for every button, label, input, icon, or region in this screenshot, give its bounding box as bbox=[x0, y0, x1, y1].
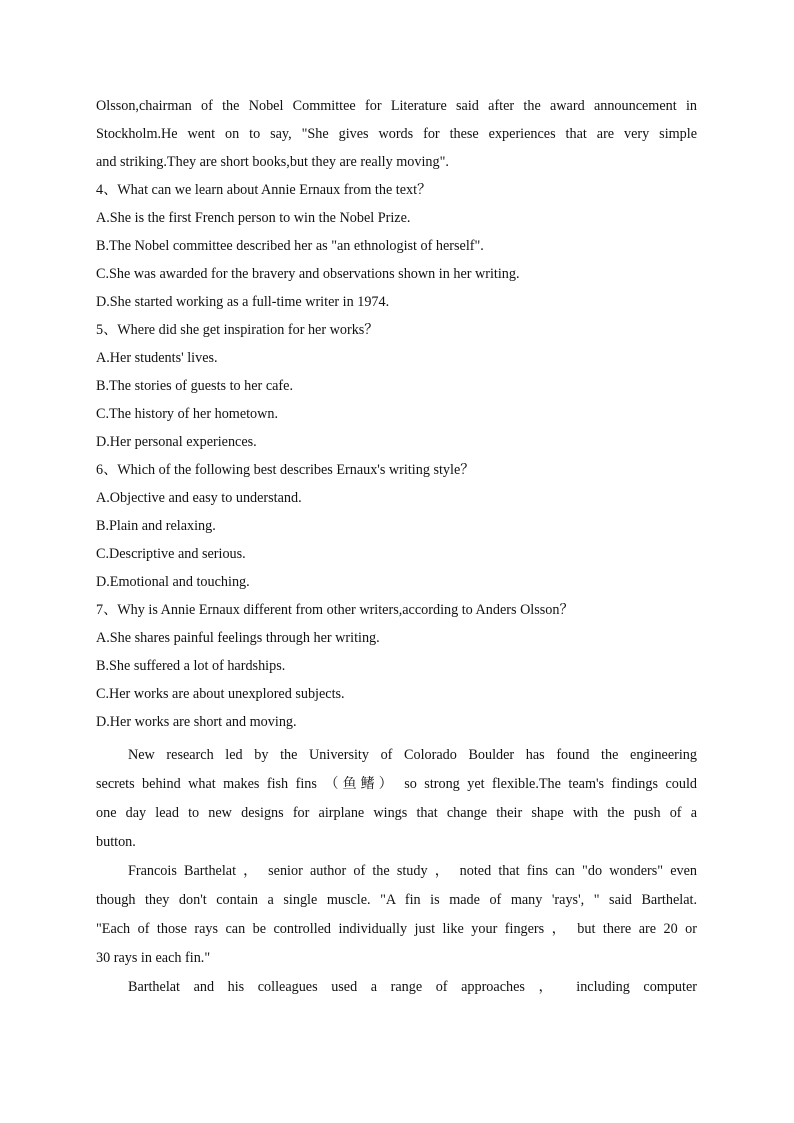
answer-option: C.She was awarded for the bravery and observations shown in her writing. bbox=[96, 266, 520, 282]
question-4 bbox=[96, 176, 697, 316]
text-line: 30 rays in each fin." bbox=[96, 950, 211, 966]
text-line: one day lead to new designs for airplane wings that change their shape with the push of a bbox=[96, 805, 697, 821]
answer-option: C.Descriptive and serious. bbox=[96, 546, 246, 562]
answer-option: B.She suffered a lot of hardships. bbox=[96, 658, 286, 674]
paragraph bbox=[96, 973, 697, 1002]
answer-option: B.The Nobel committee described her as "an ethnologist of herself". bbox=[96, 238, 484, 254]
answer-option: D.Emotional and touching. bbox=[96, 574, 250, 590]
text-line: and striking.They are short books,but they are really moving". bbox=[96, 154, 449, 170]
answer-option: D.She started working as a full-time writer in 1974. bbox=[96, 294, 390, 310]
question-5 bbox=[96, 316, 697, 456]
answer-option: C.The history of her hometown. bbox=[96, 406, 279, 422]
paragraph bbox=[96, 857, 697, 973]
text-line: though they don't contain a single muscle. "A fin is made of many 'rays', " said Barthelat. bbox=[96, 892, 697, 908]
text-line: button. bbox=[96, 834, 136, 850]
text-line: Stockholm.He went on to say, "She gives words for these experiences that are very simple bbox=[96, 126, 697, 142]
question-list bbox=[96, 176, 697, 736]
text-line: secrets behind what makes fish fins （鱼鳍） so strong yet flexible.The team's findings could bbox=[96, 776, 697, 792]
text-line: New research led by the University of Colorado Boulder has found the engineering bbox=[128, 747, 697, 763]
answer-option: D.Her works are short and moving. bbox=[96, 714, 297, 730]
answer-option: A.Objective and easy to understand. bbox=[96, 490, 302, 506]
answer-option: D.Her personal experiences. bbox=[96, 434, 257, 450]
answer-option: C.Her works are about unexplored subjects. bbox=[96, 686, 345, 702]
question-stem: 6、Which of the following best describes Ernaux's writing style？ bbox=[96, 462, 475, 478]
text-line: Olsson,chairman of the Nobel Committee for Literature said after the award announcement in bbox=[96, 98, 697, 114]
answer-option: B.Plain and relaxing. bbox=[96, 518, 216, 534]
question-6 bbox=[96, 456, 697, 596]
passage-new bbox=[96, 741, 697, 1002]
answer-option: A.She shares painful feelings through her writing. bbox=[96, 630, 380, 646]
text-line: Francois Barthelat ， senior author of the study ， noted that fins can "do wonders" even bbox=[128, 863, 697, 879]
text-line: Barthelat and his colleagues used a range of approaches ， including computer bbox=[128, 979, 697, 995]
answer-option: A.She is the first French person to win the Nobel Prize. bbox=[96, 210, 411, 226]
paragraph bbox=[96, 741, 697, 857]
question-stem: 7、Why is Annie Ernaux different from other writers,according to Anders Olsson？ bbox=[96, 602, 574, 618]
text-line: "Each of those rays can be controlled individually just like your fingers ， but there are 20 or bbox=[96, 921, 697, 937]
question-7 bbox=[96, 596, 697, 736]
question-stem: 5、Where did she get inspiration for her works？ bbox=[96, 322, 379, 338]
question-stem: 4、What can we learn about Annie Ernaux from the text？ bbox=[96, 182, 432, 198]
passage-continuation bbox=[96, 92, 697, 176]
answer-option: A.Her students' lives. bbox=[96, 350, 218, 366]
answer-option: B.The stories of guests to her cafe. bbox=[96, 378, 293, 394]
